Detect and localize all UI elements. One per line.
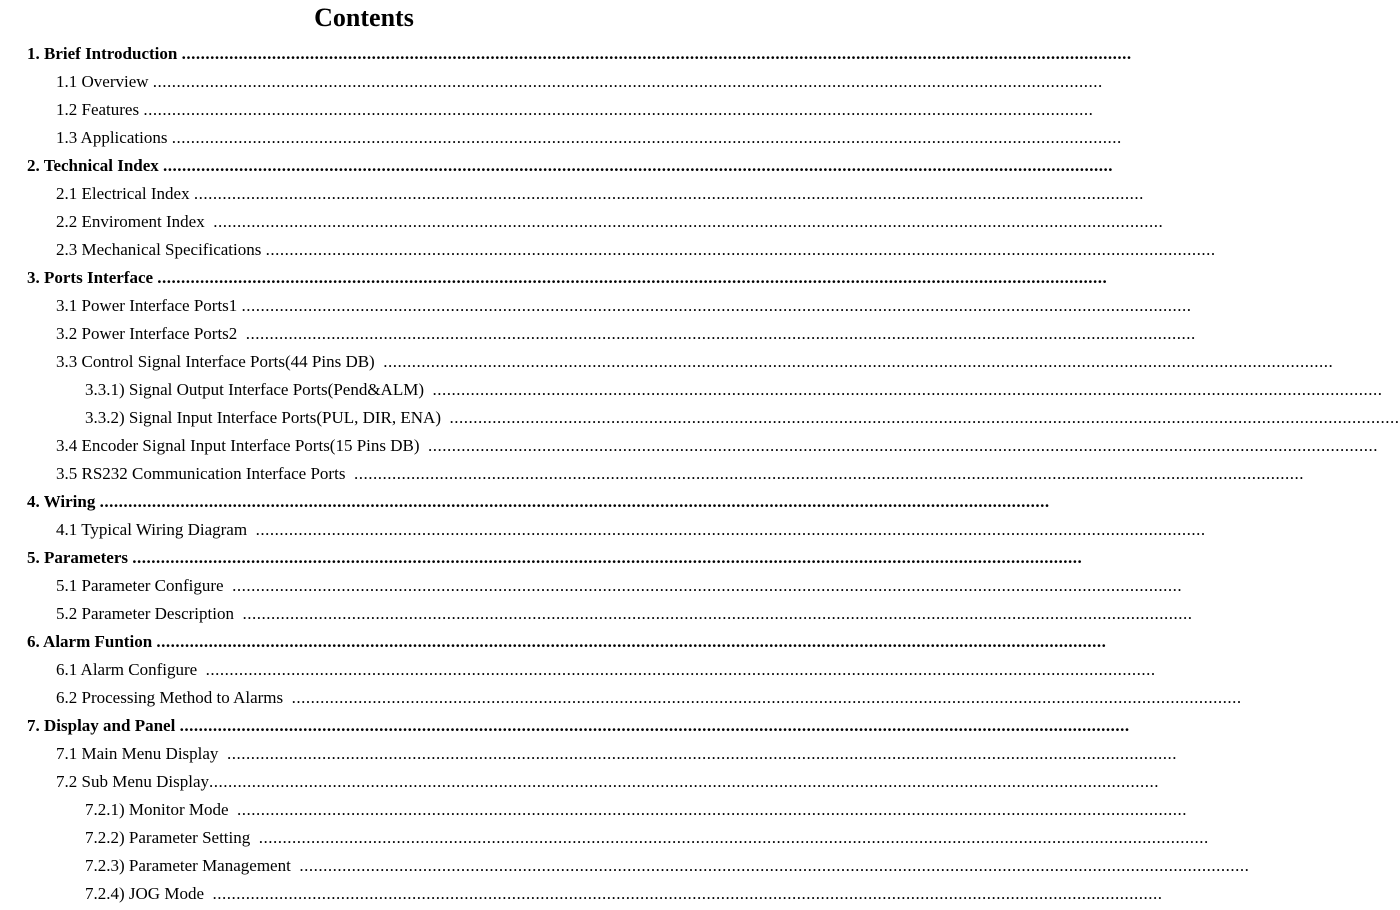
toc-entry[interactable] [0,152,1114,180]
toc-entry-title: 3.1 Power Interface Ports1 [56,296,238,315]
toc-entry[interactable] [0,628,1107,656]
toc-dot-leader: ........................................................................................................................................................................................................ [205,660,1156,679]
toc-entry-title: 7.2.1) Monitor Mode [85,800,229,819]
toc-entry-title: 3. Ports Interface [27,268,154,287]
toc-entry-spacer [420,436,429,455]
toc-dot-leader: ........................................................................................................................................................................................................ [265,240,1216,259]
toc-entry-title: 3.4 Encoder Signal Input Interface Ports(15 Pins DB) [56,436,420,455]
toc-entry[interactable] [0,460,1304,488]
toc-dot-leader: ........................................................................................................................................................................................................ [99,492,1050,511]
toc-dot-leader: ........................................................................................................................................................................................................ [193,184,1144,203]
toc-dot-leader: ........................................................................................................................................................................................................ [226,744,1177,763]
toc-entry-spacer [247,520,256,539]
toc-dot-leader: ........................................................................................................................................................................................................ [156,632,1107,651]
toc-entry-title: 2.3 Mechanical Specifications [56,240,262,259]
toc-entry[interactable] [0,544,1083,572]
toc-entry-spacer [197,660,206,679]
toc-entry-title: 3.3 Control Signal Interface Ports(44 Pins DB) [56,352,375,371]
toc-entry[interactable] [0,712,1130,740]
toc-dot-leader: ........................................................................................................................................................................................................ [299,856,1250,875]
toc-dot-leader: ........................................................................................................................................................................................................ [242,604,1193,623]
toc-dot-leader: ........................................................................................................................................................................................................ [245,324,1196,343]
toc-dot-leader: ........................................................................................................................................................................................................ [212,884,1163,903]
toc-entry-title: 2.1 Electrical Index [56,184,190,203]
toc-entry[interactable] [0,432,1379,460]
toc-entry[interactable] [0,572,1183,600]
toc-entry-title: 3.5 RS232 Communication Interface Ports [56,464,346,483]
toc-entry[interactable] [0,124,1122,152]
toc-entry-title: 7. Display and Panel [27,716,176,735]
toc-entry-title: 5.1 Parameter Configure [56,576,224,595]
toc-dot-leader: ........................................................................................................................................................................................................ [179,716,1130,735]
toc-entry-spacer [250,828,259,847]
toc-dot-leader: ........................................................................................................................................................................................................ [255,520,1206,539]
toc-entry-title: 7.2 Sub Menu Display [56,772,209,791]
toc-entry-title: 6.1 Alarm Configure [56,660,198,679]
toc-entry-title: 1.3 Applications [56,128,168,147]
toc-entry[interactable] [0,292,1192,320]
toc-entry-title: 2. Technical Index [27,156,159,175]
toc-entry-title: 7.2.3) Parameter Management [85,856,291,875]
toc-entry-spacer [229,800,238,819]
toc-entry-title: 5.2 Parameter Description [56,604,234,623]
toc-dot-leader: ........................................................................................................................................................................................................ [181,44,1132,63]
toc-entry-spacer [345,464,354,483]
toc-entry[interactable] [0,376,1383,404]
toc-entry-spacer [224,576,233,595]
toc-entry[interactable] [0,180,1144,208]
page-title: Contents [314,3,414,32]
toc-entry[interactable] [0,656,1156,684]
toc-entry-spacer [204,884,213,903]
toc-dot-leader: ........................................................................................................................................................................................................ [432,380,1383,399]
toc-entry-title: 1.1 Overview [56,72,149,91]
toc-entry[interactable] [0,796,1188,824]
toc-entry-spacer [205,212,214,231]
toc-entry[interactable] [0,824,1209,852]
toc-entry[interactable] [0,600,1193,628]
toc-entry-spacer [441,408,450,427]
toc-entry[interactable] [0,68,1103,96]
toc-entry-title: 7.2.4) JOG Mode [85,884,204,903]
toc-entry-title: 3.3.2) Signal Input Interface Ports(PUL, DIR, ENA) [85,408,441,427]
table-of-contents [0,40,1400,908]
toc-entry-title: 3.2 Power Interface Ports2 [56,324,238,343]
toc-entry-title: 7.1 Main Menu Display [56,744,219,763]
toc-entry-title: 1. Brief Introduction [27,44,178,63]
toc-entry[interactable] [0,320,1196,348]
toc-entry-title: 3.3.1) Signal Output Interface Ports(Pend&ALM) [85,380,424,399]
toc-entry[interactable] [0,40,1132,68]
toc-entry-spacer [283,688,292,707]
toc-dot-leader: ........................................................................................................................................................................................................ [171,128,1122,147]
toc-dot-leader: ........................................................................................................................................................................................................ [449,408,1400,427]
toc-entry[interactable] [0,404,1400,432]
toc-entry-title: 1.2 Features [56,100,140,119]
toc-entry[interactable] [0,264,1108,292]
toc-dot-leader: ........................................................................................................................................................................................................ [353,464,1304,483]
toc-dot-leader: ........................................................................................................................................................................................................ [209,772,1159,791]
toc-entry-title: 4. Wiring [27,492,96,511]
toc-entry-spacer [375,352,384,371]
toc-dot-leader: ........................................................................................................................................................................................................ [241,296,1192,315]
toc-entry[interactable] [0,852,1250,880]
toc-dot-leader: ........................................................................................................................................................................................................ [258,828,1209,847]
toc-entry-spacer [424,380,433,399]
toc-entry[interactable] [0,768,1159,796]
toc-dot-leader: ........................................................................................................................................................................................................ [232,576,1183,595]
toc-entry-title: 2.2 Enviroment Index [56,212,205,231]
toc-dot-leader: ........................................................................................................................................................................................................ [157,268,1108,287]
toc-entry[interactable] [0,516,1206,544]
toc-entry[interactable] [0,236,1216,264]
toc-entry[interactable] [0,348,1334,376]
toc-entry-title: 5. Parameters [27,548,129,567]
toc-entry[interactable] [0,208,1164,236]
toc-dot-leader: ........................................................................................................................................................................................................ [143,100,1094,119]
toc-entry-title: 6. Alarm Funtion [27,632,153,651]
toc-dot-leader: ........................................................................................................................................................................................................ [291,688,1242,707]
toc-entry[interactable] [0,96,1094,124]
toc-entry[interactable] [0,880,1163,908]
toc-dot-leader: ........................................................................................................................................................................................................ [383,352,1334,371]
toc-dot-leader: ........................................................................................................................................................................................................ [163,156,1114,175]
toc-dot-leader: ........................................................................................................................................................................................................ [237,800,1188,819]
toc-dot-leader: ........................................................................................................................................................................................................ [428,436,1379,455]
toc-entry[interactable] [0,684,1242,712]
toc-entry-title: 7.2.2) Parameter Setting [85,828,251,847]
toc-entry-spacer [237,324,246,343]
toc-entry[interactable] [0,740,1177,768]
toc-entry[interactable] [0,488,1050,516]
toc-entry-spacer [218,744,227,763]
toc-dot-leader: ........................................................................................................................................................................................................ [152,72,1103,91]
toc-dot-leader: ........................................................................................................................................................................................................ [213,212,1164,231]
toc-entry-title: 6.2 Processing Method to Alarms [56,688,284,707]
toc-entry-title: 4.1 Typical Wiring Diagram [56,520,248,539]
toc-dot-leader: ........................................................................................................................................................................................................ [132,548,1083,567]
